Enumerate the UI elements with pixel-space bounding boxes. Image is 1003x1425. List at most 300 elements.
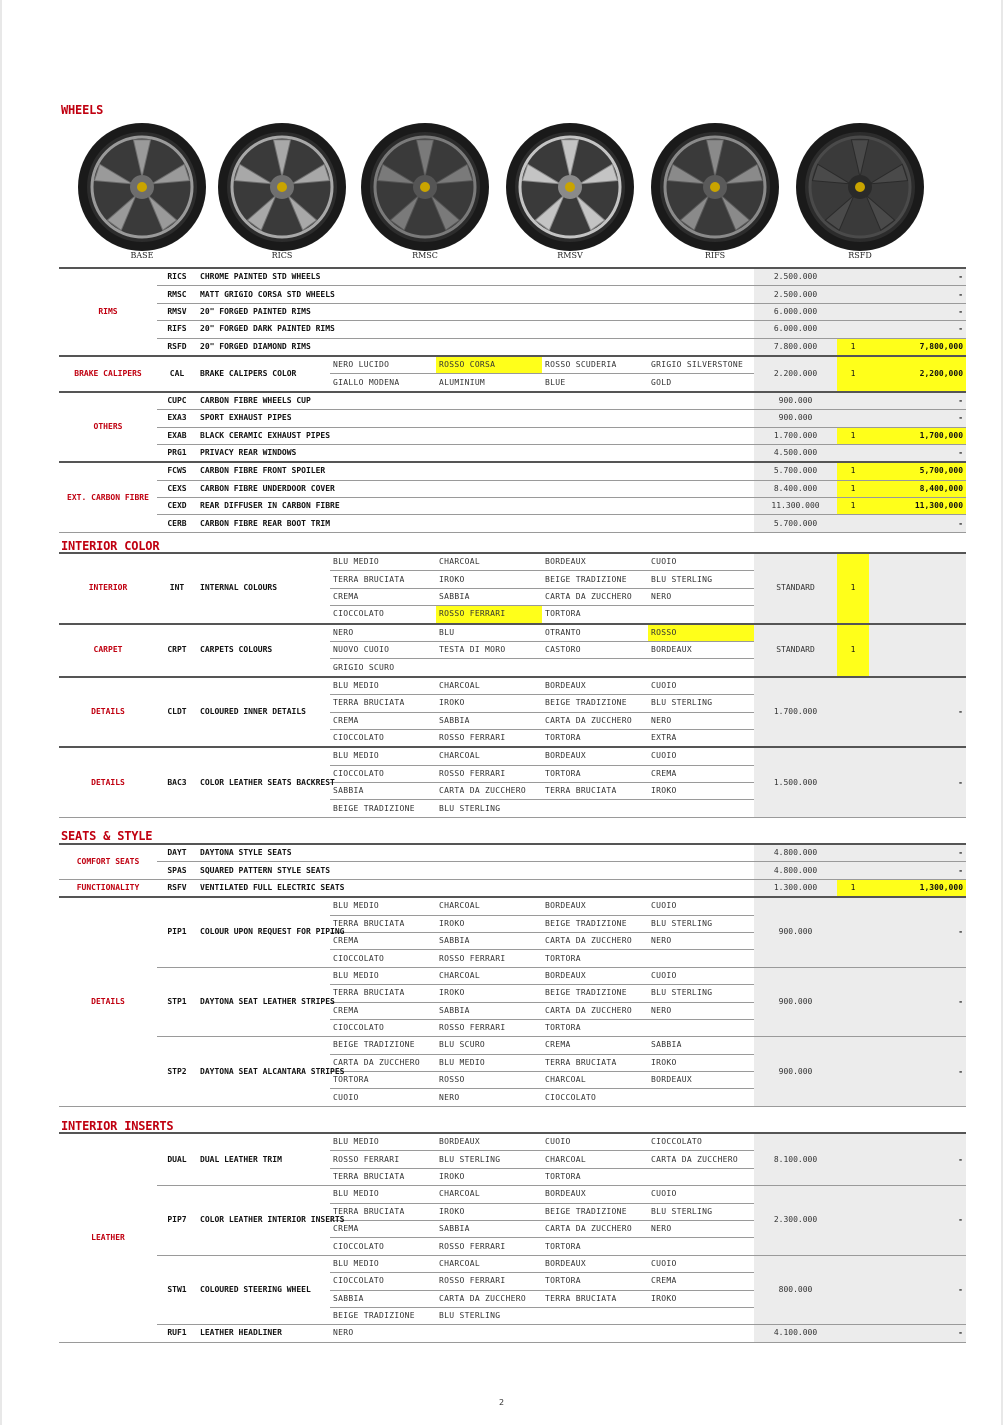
color-option (542, 800, 648, 817)
color-option: SABBIA (436, 588, 542, 605)
option-total: - (869, 392, 966, 410)
color-option: TORTORA (542, 1273, 648, 1290)
color-option: CUOIO (648, 897, 754, 915)
table-row (59, 1037, 966, 1054)
option-qty: 1 (837, 553, 869, 624)
option-price: 1.300.000 (754, 879, 837, 897)
color-option: CHARCOAL (436, 967, 542, 984)
color-option: BEIGE TRADIZIONE (542, 985, 648, 1002)
color-option: NERO (330, 624, 436, 642)
option-qty: 1 (837, 356, 869, 392)
color-option: BLU STERLING (648, 985, 754, 1002)
option-qty: 1 (837, 338, 869, 356)
option-description: DAYTONA SEAT ALCANTARA STRIPES (197, 1037, 330, 1107)
color-option: BLU STERLING (648, 571, 754, 588)
wheel-label-rifs: RIFS (704, 251, 726, 260)
option-description: BRAKE CALIPERS COLOR (197, 356, 330, 392)
option-qty: 1 (837, 624, 869, 677)
color-option: TORTORA (542, 765, 648, 782)
option-qty (837, 286, 869, 303)
option-description: DUAL LEATHER TRIM (197, 1133, 330, 1186)
color-option: GRIGIO SILVERSTONE (648, 356, 754, 374)
option-code: RMSV (157, 303, 197, 320)
option-price: 1.700.000 (754, 427, 837, 444)
table-row (59, 321, 966, 338)
option-price: 900.000 (754, 392, 837, 410)
color-option (648, 1238, 754, 1255)
table-row (59, 444, 966, 462)
option-total: - (869, 286, 966, 303)
color-option: CHARCOAL (436, 553, 542, 571)
option-price: 6.000.000 (754, 303, 837, 320)
color-option: ROSSO (436, 1072, 542, 1089)
table-row (59, 498, 966, 515)
option-qty: 1 (837, 462, 869, 480)
option-code: SPAS (157, 862, 197, 879)
option-code: PRG1 (157, 444, 197, 462)
option-description: CARBON FIBRE UNDERDOOR COVER (197, 480, 754, 497)
color-option: TORTORA (542, 1019, 648, 1036)
color-option: BLU SCURO (436, 1037, 542, 1054)
wheel-image-rmsc (358, 120, 492, 254)
table-row (59, 392, 966, 410)
option-description: SQUARED PATTERN STYLE SEATS (197, 862, 754, 879)
table-row (59, 747, 966, 765)
color-option: IROKO (436, 915, 542, 932)
option-description: PRIVACY REAR WINDOWS (197, 444, 754, 462)
option-price: STANDARD (754, 624, 837, 677)
color-option: TORTORA (542, 729, 648, 747)
color-option: CHARCOAL (436, 1186, 542, 1203)
color-option: CHARCOAL (436, 897, 542, 915)
color-option: EXTRA (648, 729, 754, 747)
color-option: TORTORA (542, 606, 648, 624)
table-row (59, 677, 966, 695)
color-option: BLU STERLING (648, 915, 754, 932)
option-qty (837, 967, 869, 1037)
table-row (59, 515, 966, 532)
color-option: BORDEAUX (436, 1133, 542, 1151)
color-option: TERRA BRUCIATA (330, 985, 436, 1002)
option-description: COLOR LEATHER SEATS BACKREST (197, 747, 330, 817)
option-total: - (869, 268, 966, 286)
color-option: TORTORA (330, 1072, 436, 1089)
category-label: FUNCTIONALITY (59, 879, 157, 897)
option-code: DUAL (157, 1133, 197, 1186)
option-total (869, 553, 966, 624)
category-label: DETAILS (59, 897, 157, 1106)
option-code: CEXS (157, 480, 197, 497)
option-code: INT (157, 553, 197, 624)
table-row (59, 1186, 966, 1203)
color-option: BEIGE TRADIZIONE (542, 1203, 648, 1220)
color-option: CARTA DA ZUCCHERO (542, 1220, 648, 1237)
category-label: COMFORT SEATS (59, 844, 157, 879)
option-description: REAR DIFFUSER IN CARBON FIBRE (197, 498, 754, 515)
page-number: 2 (498, 1398, 505, 1407)
option-qty (837, 1325, 869, 1342)
option-qty (837, 1037, 869, 1107)
option-total: - (869, 1325, 966, 1342)
color-option: IROKO (648, 783, 754, 800)
option-qty (837, 515, 869, 532)
color-option: ROSSO FERRARI (436, 1019, 542, 1036)
option-price: 5.700.000 (754, 515, 837, 532)
option-description: CARPETS COLOURS (197, 624, 330, 677)
color-option: NERO (648, 1002, 754, 1019)
color-option: CASTORO (542, 641, 648, 658)
color-option: NERO (648, 712, 754, 729)
option-price: 900.000 (754, 897, 837, 967)
option-price: 8.100.000 (754, 1133, 837, 1186)
color-option: NERO (330, 1325, 436, 1342)
color-option: SABBIA (436, 1002, 542, 1019)
option-price: 800.000 (754, 1255, 837, 1325)
option-code: STP1 (157, 967, 197, 1037)
option-total: - (869, 897, 966, 967)
color-option: TERRA BRUCIATA (330, 1203, 436, 1220)
color-option: ROSSO FERRARI (436, 729, 542, 747)
color-option: OTRANTO (542, 624, 648, 642)
color-option: BLU MEDIO (330, 967, 436, 984)
option-description: COLOURED STEERING WHEEL (197, 1255, 330, 1325)
option-description: CARBON FIBRE FRONT SPOILER (197, 462, 754, 480)
color-option: CUOIO (648, 1255, 754, 1272)
color-option: BLU STERLING (436, 1307, 542, 1324)
color-option: TORTORA (542, 950, 648, 967)
section-title-seats-style: SEATS & STYLE (61, 829, 153, 843)
option-code: STW1 (157, 1255, 197, 1325)
color-option: NERO (648, 588, 754, 605)
color-option: CUOIO (648, 553, 754, 571)
option-code: EXA3 (157, 410, 197, 427)
option-code: STP2 (157, 1037, 197, 1107)
option-code: RIFS (157, 321, 197, 338)
option-code: CUPC (157, 392, 197, 410)
category-label: DETAILS (59, 747, 157, 817)
color-option: CIOCCOLATO (330, 1238, 436, 1255)
option-total: - (869, 410, 966, 427)
wheel-image-rifs (648, 120, 782, 254)
color-option: CARTA DA ZUCCHERO (648, 1151, 754, 1168)
option-description: 20" FORGED DARK PAINTED RIMS (197, 321, 754, 338)
option-qty (837, 747, 869, 817)
option-total: - (869, 844, 966, 862)
interior-inserts-table (59, 1132, 966, 1343)
option-total: - (869, 1133, 966, 1186)
color-option: NERO (648, 1220, 754, 1237)
color-option (542, 1307, 648, 1324)
option-qty: 1 (837, 480, 869, 497)
option-price: 1.500.000 (754, 747, 837, 817)
table-row (59, 844, 966, 862)
color-option: BORDEAUX (542, 677, 648, 695)
category-label: OTHERS (59, 392, 157, 463)
color-option: ROSSO SCUDERIA (542, 356, 648, 374)
table-row (59, 427, 966, 444)
category-label: DETAILS (59, 677, 157, 748)
option-qty (837, 1133, 869, 1186)
option-total: 2,200,000 (869, 356, 966, 392)
section-title-wheels: WHEELS (61, 103, 104, 117)
color-option (436, 1325, 542, 1342)
option-total: - (869, 1037, 966, 1107)
option-total: 1,300,000 (869, 879, 966, 897)
option-qty (837, 410, 869, 427)
color-option: BORDEAUX (542, 967, 648, 984)
option-total: 1,700,000 (869, 427, 966, 444)
color-option (648, 1089, 754, 1106)
color-option: BEIGE TRADIZIONE (542, 915, 648, 932)
option-description: DAYTONA STYLE SEATS (197, 844, 754, 862)
color-option: TERRA BRUCIATA (330, 695, 436, 712)
color-option: CUOIO (330, 1089, 436, 1106)
option-code: CAL (157, 356, 197, 392)
color-option: CIOCCOLATO (330, 729, 436, 747)
option-description: 20" FORGED PAINTED RIMS (197, 303, 754, 320)
color-option: CUOIO (648, 747, 754, 765)
color-option: BORDEAUX (542, 553, 648, 571)
color-option: BLU MEDIO (330, 897, 436, 915)
color-option: ROSSO FERRARI (330, 1151, 436, 1168)
color-option: ROSSO FERRARI (436, 1273, 542, 1290)
option-qty (837, 321, 869, 338)
color-option: BORDEAUX (542, 1186, 648, 1203)
option-qty (837, 303, 869, 320)
option-price: 4.800.000 (754, 862, 837, 879)
color-option: CARTA DA ZUCCHERO (542, 712, 648, 729)
color-option: BEIGE TRADIZIONE (542, 695, 648, 712)
category-label: RIMS (59, 268, 157, 356)
option-price: 900.000 (754, 410, 837, 427)
color-option: CIOCCOLATO (330, 1019, 436, 1036)
option-total: 7,800,000 (869, 338, 966, 356)
option-total: - (869, 677, 966, 748)
color-option: ROSSO FERRARI (436, 765, 542, 782)
color-option: GIALLO MODENA (330, 374, 436, 392)
color-option: NERO (648, 932, 754, 949)
color-option: CIOCCOLATO (330, 765, 436, 782)
table-row (59, 897, 966, 915)
option-qty (837, 392, 869, 410)
option-total: - (869, 967, 966, 1037)
category-label: BRAKE CALIPERS (59, 356, 157, 392)
color-option: BLU STERLING (648, 1203, 754, 1220)
color-option: CREMA (648, 765, 754, 782)
option-description: CHROME PAINTED STD WHEELS (197, 268, 754, 286)
table-row (59, 553, 966, 571)
color-option: CUOIO (648, 1186, 754, 1203)
color-option: SABBIA (648, 1037, 754, 1054)
wheels-options-table (59, 267, 966, 533)
option-total: - (869, 862, 966, 879)
color-option: BEIGE TRADIZIONE (330, 1037, 436, 1054)
color-option: CARTA DA ZUCCHERO (542, 588, 648, 605)
option-code: BAC3 (157, 747, 197, 817)
color-option: BLU MEDIO (436, 1054, 542, 1071)
color-option: IROKO (436, 1168, 542, 1185)
color-option: CREMA (648, 1273, 754, 1290)
option-total (869, 624, 966, 677)
color-option: CIOCCOLATO (542, 1089, 648, 1106)
color-option: SABBIA (436, 712, 542, 729)
table-row (59, 268, 966, 286)
color-option: CREMA (330, 932, 436, 949)
color-option: CARTA DA ZUCCHERO (330, 1054, 436, 1071)
option-code: RMSC (157, 286, 197, 303)
color-option: BLU MEDIO (330, 1186, 436, 1203)
option-code: FCWS (157, 462, 197, 480)
color-option: BLU STERLING (648, 695, 754, 712)
option-total: - (869, 303, 966, 320)
color-option: CREMA (330, 1220, 436, 1237)
option-qty: 1 (837, 879, 869, 897)
wheel-label-rics: RICS (271, 251, 293, 260)
color-option: BEIGE TRADIZIONE (330, 800, 436, 817)
color-option: CIOCCOLATO (330, 606, 436, 624)
color-option: BORDEAUX (542, 747, 648, 765)
color-option: TORTORA (542, 1238, 648, 1255)
color-option: BLUE (542, 374, 648, 392)
wheel-image-rics (215, 120, 349, 254)
option-description: INTERNAL COLOURS (197, 553, 330, 624)
wheel-label-rmsc: RMSC (412, 251, 438, 260)
option-qty (837, 677, 869, 748)
option-code: CRPT (157, 624, 197, 677)
option-description: VENTILATED FULL ELECTRIC SEATS (197, 879, 754, 897)
color-option: ROSSO FERRARI (436, 1238, 542, 1255)
table-row (59, 862, 966, 879)
color-option: TERRA BRUCIATA (330, 571, 436, 588)
color-option: CHARCOAL (542, 1072, 648, 1089)
color-option: IROKO (436, 571, 542, 588)
table-row (59, 480, 966, 497)
color-option: CARTA DA ZUCCHERO (436, 783, 542, 800)
color-option (648, 950, 754, 967)
color-option: BLU MEDIO (330, 1133, 436, 1151)
color-option: CHARCOAL (436, 747, 542, 765)
category-label: CARPET (59, 624, 157, 677)
color-option: SABBIA (436, 932, 542, 949)
option-description: SPORT EXHAUST PIPES (197, 410, 754, 427)
section-title-interior-inserts: INTERIOR INSERTS (61, 1119, 174, 1133)
color-option (648, 659, 754, 677)
option-qty (837, 897, 869, 967)
color-option: NUOVO CUOIO (330, 641, 436, 658)
option-price: 5.700.000 (754, 462, 837, 480)
color-option: TESTA DI MORO (436, 641, 542, 658)
option-code: CERB (157, 515, 197, 532)
option-description: 20" FORGED DIAMOND RIMS (197, 338, 754, 356)
color-option: CHARCOAL (542, 1151, 648, 1168)
option-total: - (869, 321, 966, 338)
option-code: CEXD (157, 498, 197, 515)
color-option: IROKO (436, 985, 542, 1002)
color-option (648, 1307, 754, 1324)
option-description: COLOURED INNER DETAILS (197, 677, 330, 748)
color-option: BLU MEDIO (330, 677, 436, 695)
wheel-label-base: BASE (130, 251, 154, 260)
color-option: BLU (436, 624, 542, 642)
option-code: RICS (157, 268, 197, 286)
option-qty: 1 (837, 427, 869, 444)
table-row (59, 286, 966, 303)
option-price: 4.800.000 (754, 844, 837, 862)
option-price: 8.400.000 (754, 480, 837, 497)
color-option: CUOIO (648, 677, 754, 695)
color-option: IROKO (436, 695, 542, 712)
option-total: - (869, 444, 966, 462)
category-label: EXT. CARBON FIBRE (59, 462, 157, 532)
color-option: BLU MEDIO (330, 553, 436, 571)
color-option: SABBIA (436, 1220, 542, 1237)
option-code: PIP7 (157, 1186, 197, 1256)
table-row (59, 410, 966, 427)
color-option: ROSSO (648, 624, 754, 642)
option-code: RUF1 (157, 1325, 197, 1342)
color-option: BORDEAUX (542, 897, 648, 915)
color-option: IROKO (436, 1203, 542, 1220)
color-option: CUOIO (648, 967, 754, 984)
option-price: 2.300.000 (754, 1186, 837, 1256)
color-option: CARTA DA ZUCCHERO (542, 1002, 648, 1019)
color-option: BORDEAUX (648, 641, 754, 658)
color-option: ROSSO CORSA (436, 356, 542, 374)
table-row (59, 1325, 966, 1342)
color-option: CARTA DA ZUCCHERO (542, 932, 648, 949)
option-price: 2.500.000 (754, 268, 837, 286)
color-option: BLU STERLING (436, 800, 542, 817)
option-price: 11.300.000 (754, 498, 837, 515)
option-qty (837, 862, 869, 879)
category-label: LEATHER (59, 1133, 157, 1342)
option-code: DAYT (157, 844, 197, 862)
option-total: - (869, 747, 966, 817)
option-description: MATT GRIGIO CORSA STD WHEELS (197, 286, 754, 303)
option-code: PIP1 (157, 897, 197, 967)
option-code: EXAB (157, 427, 197, 444)
wheel-image-base (75, 120, 209, 254)
option-total: - (869, 515, 966, 532)
color-option: ROSSO FERRARI (436, 950, 542, 967)
color-option: BORDEAUX (542, 1255, 648, 1272)
color-option: SABBIA (330, 783, 436, 800)
option-total: 5,700,000 (869, 462, 966, 480)
option-code: RSFD (157, 338, 197, 356)
color-option: CARTA DA ZUCCHERO (436, 1290, 542, 1307)
color-option: ALUMINIUM (436, 374, 542, 392)
color-option (648, 606, 754, 624)
wheel-label-rmsv: RMSV (557, 251, 583, 260)
color-option: NERO (436, 1089, 542, 1106)
table-row (59, 356, 966, 374)
color-option: CREMA (542, 1037, 648, 1054)
table-row (59, 1255, 966, 1272)
color-option (648, 1168, 754, 1185)
option-description: CARBON FIBRE WHEELS CUP (197, 392, 754, 410)
option-description: LEATHER HEADLINER (197, 1325, 330, 1342)
color-option: CIOCCOLATO (330, 950, 436, 967)
option-price: 6.000.000 (754, 321, 837, 338)
color-option: BLU STERLING (436, 1151, 542, 1168)
option-price: 900.000 (754, 967, 837, 1037)
color-option: GRIGIO SCURO (330, 659, 436, 677)
option-qty: 1 (837, 498, 869, 515)
wheel-label-rsfd: RSFD (848, 251, 872, 260)
option-qty (837, 844, 869, 862)
option-total: - (869, 1186, 966, 1256)
table-row (59, 967, 966, 984)
